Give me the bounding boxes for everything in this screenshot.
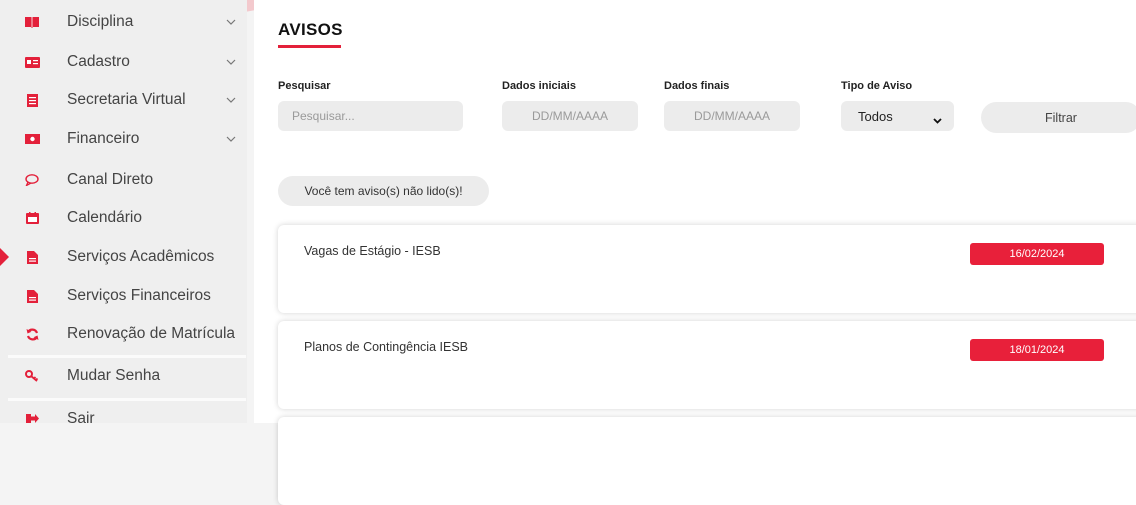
sidebar-item-canal-direto[interactable]	[8, 161, 246, 199]
sidebar-item-label: Disciplina	[67, 13, 134, 30]
id-card-icon	[24, 54, 40, 70]
book-icon	[24, 14, 40, 30]
search-label: Pesquisar	[278, 80, 331, 92]
calendar-icon	[24, 210, 40, 226]
notice-type-value: Todos	[858, 108, 893, 124]
end-date-input[interactable]	[664, 101, 800, 131]
notice-card[interactable]	[278, 417, 1136, 505]
sidebar-item-disciplina[interactable]	[8, 3, 246, 41]
sidebar-item-label: Secretaria Virtual	[67, 91, 186, 108]
title-underline	[278, 45, 341, 48]
filter-button[interactable]: Filtrar	[981, 102, 1136, 133]
unread-notice-badge: Você tem aviso(s) não lido(s)!	[278, 176, 489, 206]
document-icon	[24, 92, 40, 108]
file-icon	[24, 249, 40, 265]
sidebar-item-label: Serviços Acadêmicos	[67, 248, 215, 265]
sidebar-item-secretaria-virtual[interactable]	[8, 81, 246, 119]
sidebar-item-label: Mudar Senha	[67, 366, 161, 384]
notice-type-label: Tipo de Aviso	[841, 80, 913, 92]
search-input[interactable]	[278, 101, 463, 131]
sidebar-item-label: Serviços Financeiros	[67, 287, 211, 304]
main-content	[254, 0, 1136, 423]
chevron-down-icon	[224, 136, 238, 142]
refresh-icon	[24, 326, 40, 342]
sidebar-item-cadastro[interactable]	[8, 43, 246, 81]
notice-date-badge: 16/02/2024	[970, 243, 1104, 265]
sidebar-item-servicos-academicos[interactable]	[8, 238, 246, 276]
chevron-down-icon	[933, 112, 942, 127]
sidebar-item-renovacao-matricula[interactable]	[8, 315, 246, 353]
sidebar-item-servicos-financeiros[interactable]	[8, 277, 246, 315]
chevron-down-icon	[224, 59, 238, 65]
sidebar-item-label: Cadastro	[67, 53, 130, 70]
notice-title: Planos de Contingência IESB	[304, 340, 468, 354]
key-icon	[24, 368, 40, 384]
page-title: AVISOS	[278, 20, 343, 39]
file-icon	[24, 288, 40, 304]
sidebar-item-label: Calendário	[67, 209, 142, 226]
start-date-label: Dados iniciais	[502, 80, 576, 92]
sidebar-item-calendario[interactable]	[8, 199, 246, 237]
sidebar-item-label: Canal Direto	[67, 171, 154, 188]
money-icon	[24, 131, 40, 147]
notice-date-badge: 18/01/2024	[970, 339, 1104, 361]
notice-card[interactable]	[278, 225, 1136, 313]
sidebar	[0, 0, 247, 427]
notice-type-select[interactable]	[841, 101, 954, 131]
logout-icon	[24, 411, 40, 427]
active-item-marker	[0, 248, 9, 266]
chat-icon	[24, 172, 40, 188]
end-date-label: Dados finais	[664, 80, 730, 92]
sidebar-item-label: Financeiro	[67, 130, 140, 147]
sidebar-item-mudar-senha[interactable]	[8, 355, 246, 393]
sidebar-item-sair[interactable]	[8, 398, 246, 436]
notice-title: Vagas de Estágio - IESB	[304, 244, 441, 258]
chevron-down-icon	[224, 19, 238, 25]
chevron-down-icon	[224, 97, 238, 103]
sidebar-item-financeiro[interactable]	[8, 120, 246, 158]
sidebar-item-label: Sair	[67, 409, 95, 427]
start-date-input[interactable]	[502, 101, 638, 131]
notice-card[interactable]	[278, 321, 1136, 409]
sidebar-item-label: Renovação de Matrícula	[67, 325, 236, 342]
